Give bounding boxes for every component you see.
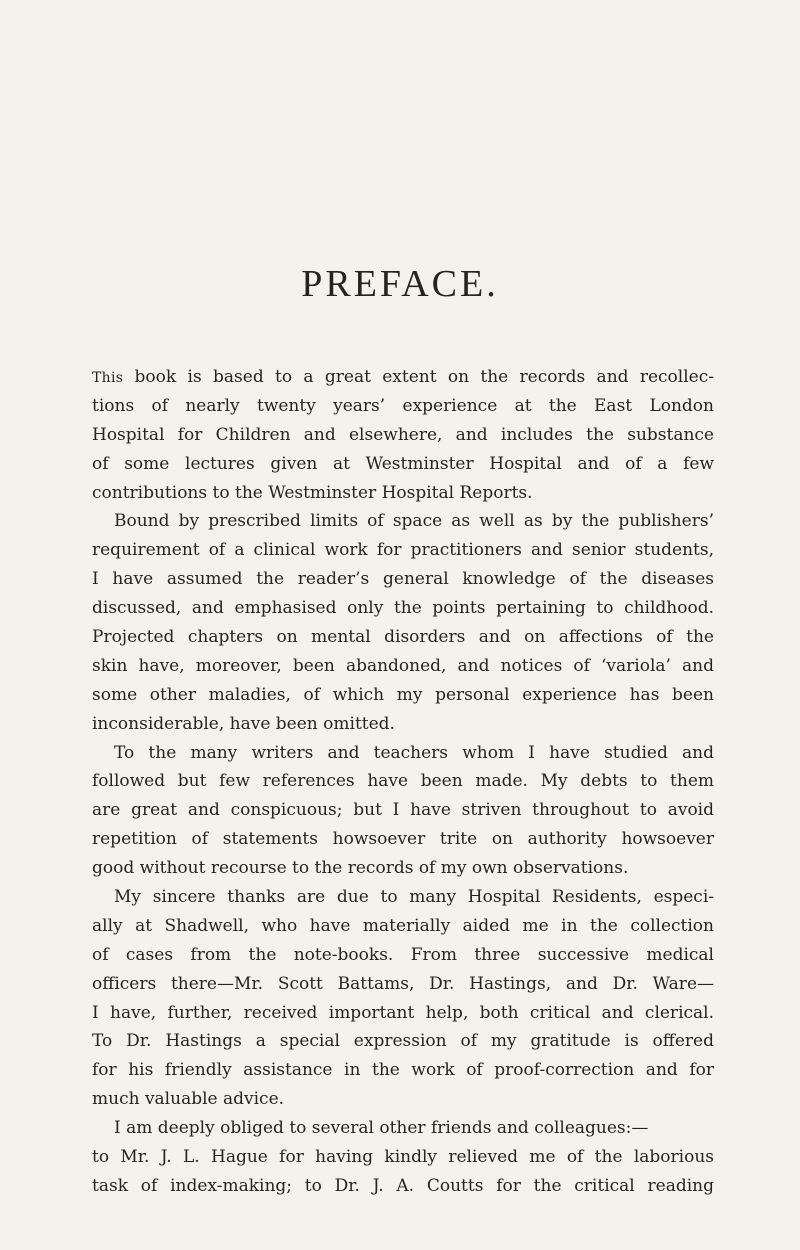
text-line: good without recourse to the records of my own observations. xyxy=(92,858,629,879)
text-line: This book is based to a great extent on the records and recollec- xyxy=(92,367,714,387)
text-line: inconsiderable, have been omitted. xyxy=(92,713,395,734)
small-caps-lead: This xyxy=(92,370,124,386)
text-line: My sincere thanks are due to many Hospital Residents, especi- xyxy=(114,887,714,908)
text-line: requirement of a clinical work for practitioners and senior students, xyxy=(92,540,714,561)
text-line: contributions to the Westminster Hospital Reports. xyxy=(92,482,533,503)
text-line: officers there—Mr. Scott Battams, Dr. Hastings, and Dr. Ware— xyxy=(92,973,714,994)
text-line: to Mr. J. L. Hague for having kindly relieved me of the laborious xyxy=(92,1147,714,1168)
text-line: I have assumed the reader’s general knowledge of the diseases xyxy=(92,569,714,590)
text-line: repetition of statements howsoever trite on authority howsoever xyxy=(92,829,714,850)
text-line: Projected chapters on mental disorders and on affections of the xyxy=(92,627,714,648)
text-line: for his friendly assistance in the work of proof-correction and for xyxy=(92,1060,714,1081)
preface-body xyxy=(92,363,714,1201)
text-line: I am deeply obliged to several other friends and colleagues:— xyxy=(114,1118,649,1139)
text-line: skin have, moreover, been abandoned, and notices of ‘variola’ and xyxy=(92,655,714,676)
text-line: are great and conspicuous; but I have striven throughout to avoid xyxy=(92,800,714,821)
text-line: To the many writers and teachers whom I have studied and xyxy=(114,742,714,763)
text-line: followed but few references have been made. My debts to them xyxy=(92,771,714,792)
text-line: ally at Shadwell, who have materially aided me in the collection xyxy=(92,915,714,936)
text-line: discussed, and emphasised only the points pertaining to childhood. xyxy=(92,598,714,619)
text-line: I have, further, received important help, both critical and clerical. xyxy=(92,1002,714,1023)
text-line: Hospital for Children and elsewhere, and includes the substance xyxy=(92,424,714,445)
text-line: much valuable advice. xyxy=(92,1089,285,1110)
text-line: of some lectures given at Westminster Hospital and of a few xyxy=(92,453,714,474)
text-line: Bound by prescribed limits of space as well as by the publishers’ xyxy=(114,511,714,532)
text-line: tions of nearly twenty years’ experience at the East London xyxy=(92,395,714,416)
text-line: some other maladies, of which my personal experience has been xyxy=(92,684,714,705)
text-line: To Dr. Hastings a special expression of my gratitude is offered xyxy=(92,1031,714,1052)
text-line: task of index-making; to Dr. J. A. Coutts for the critical reading xyxy=(92,1175,714,1196)
text-line: of cases from the note-books. From three successive medical xyxy=(92,944,714,965)
page-title: PREFACE. xyxy=(301,263,499,305)
